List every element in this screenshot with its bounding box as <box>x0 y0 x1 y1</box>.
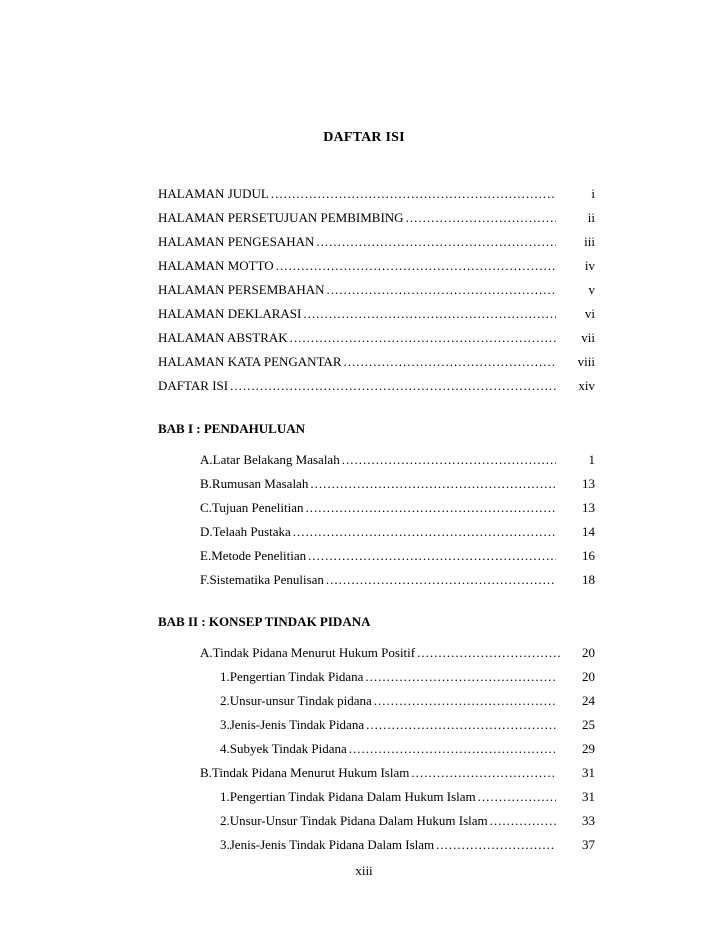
item-number: B. <box>200 765 212 780</box>
toc-entry-page: ii <box>587 210 595 225</box>
toc-entry-unsur-unsur <box>220 693 558 711</box>
dot-leader <box>478 789 556 805</box>
item-number: 4. <box>220 741 230 756</box>
toc-entry-label: HALAMAN ABSTRAK <box>158 330 288 345</box>
toc-entry-page: 20 <box>582 645 595 660</box>
dot-leader <box>417 645 560 661</box>
dot-leader <box>306 500 556 516</box>
toc-entry-label: Pengertian Tindak Pidana Dalam Hukum Islam <box>229 789 476 804</box>
item-number: F. <box>200 572 210 587</box>
toc-entry-label: Subyek Tindak Pidana <box>229 741 347 756</box>
toc-entry-kata-pengantar <box>158 354 558 372</box>
item-number: 2. <box>220 813 230 828</box>
toc-entry-daftar-isi <box>158 378 558 396</box>
toc-entry-page: 31 <box>582 789 595 804</box>
toc-entry-pengertian <box>220 669 558 687</box>
toc-entry-page: viii <box>577 354 595 369</box>
toc-entry-subyek <box>220 741 558 759</box>
dot-leader <box>308 548 556 564</box>
toc-entry-page: 18 <box>582 572 595 587</box>
toc-entry-pengertian-islam <box>220 789 558 807</box>
toc-entry-page: 37 <box>582 837 595 852</box>
toc-entry-pengesahan <box>158 234 558 252</box>
dot-leader <box>406 210 556 226</box>
toc-entry-page: xiv <box>578 378 595 393</box>
dot-leader <box>293 524 556 540</box>
toc-entry-persembahan <box>158 282 558 300</box>
dot-leader <box>490 813 556 829</box>
toc-entry-label: Jenis-Jenis Tindak Pidana Dalam Islam <box>229 837 435 852</box>
toc-entry-latar-belakang <box>200 452 558 470</box>
toc-entry-page: 16 <box>582 548 595 563</box>
dot-leader <box>290 330 556 346</box>
dot-leader <box>310 476 556 492</box>
toc-entry-label: Tindak Pidana Menurut Hukum Positif <box>212 645 416 660</box>
dot-leader <box>342 452 556 468</box>
toc-entry-rumusan-masalah <box>200 476 558 494</box>
toc-entry-page: 31 <box>582 765 595 780</box>
page-number: xiii <box>355 863 373 878</box>
toc-entry-motto <box>158 258 558 276</box>
toc-entry-page: 1 <box>588 452 595 467</box>
toc-entry-label: Jenis-Jenis Tindak Pidana <box>229 717 365 732</box>
toc-entry-label: Latar Belakang Masalah <box>212 452 340 467</box>
toc-entry-label: Unsur-Unsur Tindak Pidana Dalam Hukum Islam <box>229 813 488 828</box>
toc-entry-metode-penelitian <box>200 548 558 566</box>
dot-leader <box>411 765 556 781</box>
toc-entry-hukum-positif <box>200 645 562 663</box>
toc-entry-label: Metode Penelitian <box>211 548 307 563</box>
page-title: DAFTAR ISI <box>323 130 405 145</box>
toc-entry-page: 25 <box>582 717 595 732</box>
dot-leader <box>271 186 556 202</box>
toc-entry-label: Tujuan Penelitian <box>211 500 304 515</box>
item-number: 2. <box>220 693 230 708</box>
toc-entry-page: 13 <box>582 476 595 491</box>
toc-entry-jenis-jenis <box>220 717 558 735</box>
toc-entry-label: Rumusan Masalah <box>211 476 309 491</box>
toc-entry-telaah-pustaka <box>200 524 558 542</box>
toc-entry-label: Pengertian Tindak Pidana <box>229 669 364 684</box>
toc-entry-label: HALAMAN DEKLARASI <box>158 306 302 321</box>
toc-entry-page: iv <box>584 258 595 273</box>
toc-entry-label: Unsur-unsur Tindak pidana <box>229 693 372 708</box>
toc-entry-label: HALAMAN PENGESAHAN <box>158 234 315 249</box>
toc-entry-page: iii <box>584 234 595 249</box>
dot-leader <box>327 282 557 298</box>
dot-leader <box>436 837 556 853</box>
toc-entry-persetujuan <box>158 210 558 228</box>
toc-entry-page: 29 <box>582 741 595 756</box>
toc-entry-page: 20 <box>582 669 595 684</box>
dot-leader <box>230 378 556 394</box>
toc-entry-page: 33 <box>582 813 595 828</box>
dot-leader <box>365 669 556 685</box>
dot-leader <box>326 572 556 588</box>
toc-entry-abstrak <box>158 330 558 348</box>
toc-entry-deklarasi <box>158 306 558 324</box>
dot-leader <box>366 717 556 733</box>
toc-entry-unsur-islam <box>220 813 558 831</box>
toc-entry-label: Tindak Pidana Menurut Hukum Islam <box>211 765 410 780</box>
toc-entry-page: v <box>588 282 595 297</box>
item-number: 1. <box>220 789 230 804</box>
toc-entry-page: 13 <box>582 500 595 515</box>
toc-entry-label: Sistematika Penulisan <box>209 572 324 587</box>
toc-entry-halaman-judul <box>158 186 558 204</box>
dot-leader <box>374 693 556 709</box>
toc-entry-jenis-islam <box>220 837 558 855</box>
dot-leader <box>303 306 556 322</box>
toc-entry-label: HALAMAN PERSEMBAHAN <box>158 282 325 297</box>
chapter-heading-bab-2: BAB II : KONSEP TINDAK PIDANA <box>158 614 371 629</box>
item-number: E. <box>200 548 212 563</box>
toc-entry-page: i <box>591 186 595 201</box>
toc-entry-hukum-islam <box>200 765 558 783</box>
item-number: B. <box>200 476 212 491</box>
item-number: D. <box>200 524 213 539</box>
toc-entry-tujuan-penelitian <box>200 500 558 518</box>
dot-leader <box>316 234 556 250</box>
chapter-heading-bab-1: BAB I : PENDAHULUAN <box>158 421 305 436</box>
toc-entry-sistematika <box>200 572 558 590</box>
item-number: A. <box>200 645 213 660</box>
toc-entry-label: HALAMAN PERSETUJUAN PEMBIMBING <box>158 210 404 225</box>
toc-entry-label: HALAMAN KATA PENGANTAR <box>158 354 342 369</box>
item-number: C. <box>200 500 212 515</box>
toc-entry-page: vii <box>581 330 595 345</box>
toc-entry-page: vi <box>584 306 595 321</box>
dot-leader <box>349 741 556 757</box>
item-number: 3. <box>220 837 230 852</box>
toc-entry-label: Telaah Pustaka <box>212 524 291 539</box>
item-number: 1. <box>220 669 230 684</box>
item-number: 3. <box>220 717 230 732</box>
toc-entry-label: HALAMAN JUDUL <box>158 186 269 201</box>
item-number: A. <box>200 452 213 467</box>
dot-leader <box>276 258 556 274</box>
toc-entry-page: 24 <box>582 693 595 708</box>
toc-entry-page: 14 <box>582 524 595 539</box>
toc-entry-label: HALAMAN MOTTO <box>158 258 274 273</box>
dot-leader <box>344 354 556 370</box>
toc-entry-label: DAFTAR ISI <box>158 378 229 393</box>
